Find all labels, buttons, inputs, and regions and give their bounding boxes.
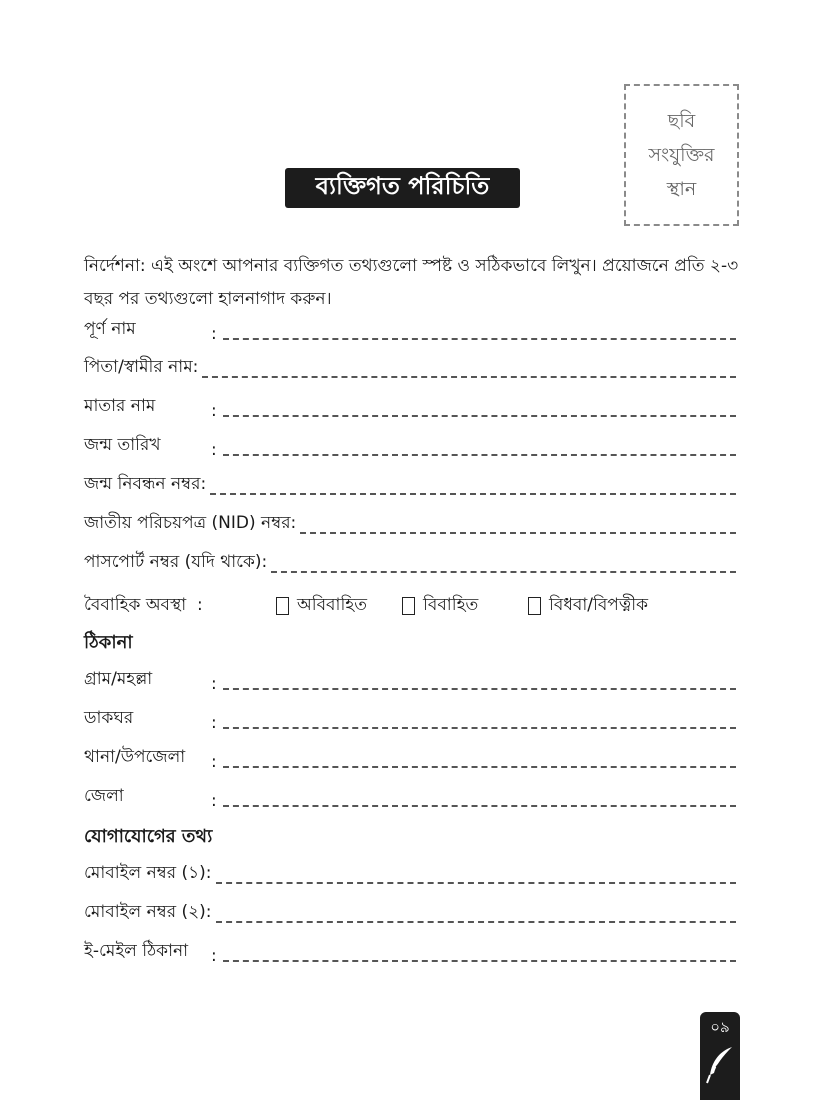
page-title: ব্যক্তিগত পরিচিতি <box>285 168 520 208</box>
feather-pen-icon <box>704 1045 736 1089</box>
mother-name-input-line[interactable] <box>223 415 736 417</box>
option-married[interactable] <box>402 592 478 620</box>
field-mobile-2 <box>84 899 736 927</box>
field-label: ই-মেইল ঠিকানা <box>84 941 189 961</box>
passport-input-line[interactable] <box>271 571 736 573</box>
full-name-input-line[interactable] <box>223 338 736 340</box>
post-office-input-line[interactable] <box>223 727 736 729</box>
field-birth-registration <box>84 471 736 499</box>
field-upazila <box>84 744 736 772</box>
field-colon: : <box>211 324 217 344</box>
field-label: থানা/উপজেলা <box>84 747 186 767</box>
field-mother-name <box>84 393 736 421</box>
field-label: গ্রাম/মহল্লা <box>84 669 153 689</box>
nid-input-line[interactable] <box>300 532 736 534</box>
page-number-tab <box>700 1012 740 1100</box>
option-label: বিবাহিত <box>423 595 479 615</box>
email-input-line[interactable] <box>223 960 736 962</box>
checkbox-icon[interactable] <box>402 597 415 615</box>
field-nid <box>84 510 736 538</box>
field-label: পূর্ণ নাম <box>84 319 136 339</box>
field-label: ডাকঘর <box>84 708 134 728</box>
option-widowed[interactable] <box>528 592 648 620</box>
field-colon: : <box>211 401 217 421</box>
field-label: মোবাইল নম্বর (১): <box>84 863 212 883</box>
mobile-2-input-line[interactable] <box>216 921 736 923</box>
checkbox-icon[interactable] <box>528 597 541 615</box>
field-label: জন্ম নিবন্ধন নম্বর: <box>84 474 207 494</box>
field-district <box>84 783 736 811</box>
option-unmarried[interactable] <box>276 592 367 620</box>
photo-label-line-3: স্থান <box>666 178 697 200</box>
field-colon: : <box>211 946 217 966</box>
field-label: মাতার নাম <box>84 396 156 416</box>
field-label: মোবাইল নম্বর (২): <box>84 902 212 922</box>
field-birth-date <box>84 432 736 460</box>
page-number: ০৯ <box>710 1018 730 1036</box>
field-colon: : <box>211 752 217 772</box>
address-heading: ঠিকানা <box>84 632 133 653</box>
photo-label-line-1: ছবি <box>667 110 696 132</box>
field-label: জন্ম তারিখ <box>84 435 161 455</box>
field-label: পিতা/স্বামীর নাম: <box>84 357 199 377</box>
checkbox-icon[interactable] <box>276 597 289 615</box>
contact-heading: যোগাযোগের তথ্য <box>84 826 213 847</box>
field-full-name <box>84 316 736 344</box>
field-father-husband-name <box>84 354 736 382</box>
marital-label: বৈবাহিক অবস্থা : <box>84 595 203 615</box>
field-label: জেলা <box>84 786 124 806</box>
photo-placeholder[interactable] <box>624 84 739 226</box>
field-email <box>84 938 736 966</box>
birth-registration-input-line[interactable] <box>210 493 736 495</box>
option-label: বিধবা/বিপত্নীক <box>549 595 649 615</box>
instruction-text: নির্দেশনা: এই অংশে আপনার ব্যক্তিগত তথ্যগুলো স্পষ্ট ও সঠিকভাবে লিখুন। প্রয়োজনে প্রতি ২-৩ বছর পর তথ্যগুলো হালনাগাদ করুন। <box>84 256 739 309</box>
mobile-1-input-line[interactable] <box>216 882 736 884</box>
field-colon: : <box>211 791 217 811</box>
option-label: অবিবাহিত <box>297 595 367 615</box>
field-post-office <box>84 705 736 733</box>
field-mobile-1 <box>84 860 736 888</box>
field-colon: : <box>211 674 217 694</box>
field-passport <box>84 549 736 577</box>
field-label: পাসপোর্ট নম্বর (যদি থাকে): <box>84 552 268 572</box>
field-colon: : <box>211 713 217 733</box>
field-label: জাতীয় পরিচয়পত্র (NID) নম্বর: <box>84 513 297 533</box>
field-colon: : <box>211 440 217 460</box>
father-name-input-line[interactable] <box>202 376 736 378</box>
field-village <box>84 666 736 694</box>
village-input-line[interactable] <box>223 688 736 690</box>
district-input-line[interactable] <box>223 805 736 807</box>
birth-date-input-line[interactable] <box>223 454 736 456</box>
upazila-input-line[interactable] <box>223 766 736 768</box>
photo-label-line-2: সংযুক্তির <box>648 144 715 166</box>
